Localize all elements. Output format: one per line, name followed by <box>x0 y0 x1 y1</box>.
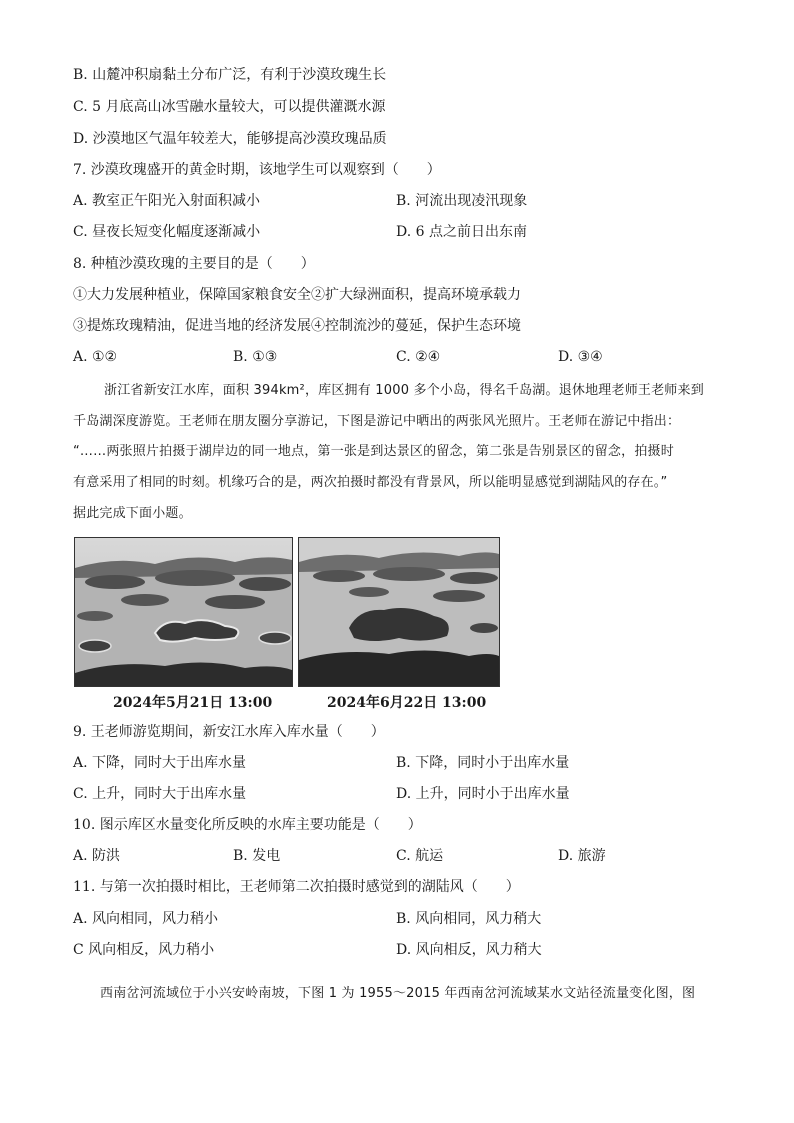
q10-option-d: D. 旅游 <box>558 848 606 864</box>
photo-caption-may: 2024年5月21日 13:00 <box>113 695 273 711</box>
q8-statements-2: ③提炼玫瑰精油，促进当地的经济发展④控制流沙的蔓延，保护生态环境 <box>73 318 521 334</box>
q11-stem: 11. 与第一次拍摄时相比，王老师第二次拍摄时感觉到的湖陆风（ ） <box>73 879 520 895</box>
q11-option-c: C 风向相反，风力稍小 <box>73 942 215 958</box>
q7-option-b: B. 河流出现凌汛现象 <box>396 193 528 209</box>
lake-photo-may <box>74 537 293 687</box>
q10-option-a: A. 防洪 <box>73 848 121 864</box>
q10-option-b: B. 发电 <box>233 848 281 864</box>
passage1-line2: 千岛湖深度游览。王老师在朋友圈分享游记，下图是游记中晒出的两张风光照片。王老师在游记中指出： <box>73 414 681 429</box>
q7-option-a: A. 教室正午阳光入射面积减小 <box>73 193 261 209</box>
q7-option-c: C. 昼夜长短变化幅度逐渐减小 <box>73 224 261 240</box>
q6-option-d: D. 沙漠地区气温年较差大，能够提高沙漠玫瑰品质 <box>73 131 387 147</box>
q8-statements-1: ①大力发展种植业，保障国家粮食安全②扩大绿洲面积，提高环境承载力 <box>73 287 521 303</box>
passage1-line1: 浙江省新安江水库，面积 394km²，库区拥有 1000 多个小岛，得名千岛湖。退休地理老师王老师来到 <box>104 383 704 398</box>
q6-option-c: C. 5 月底高山冰雪融水量较大，可以提供灌溉水源 <box>73 99 386 115</box>
q11-option-d: D. 风向相反，风力稍大 <box>396 942 542 958</box>
lake-photo-june <box>298 537 500 687</box>
q9-option-d: D. 上升，同时小于出库水量 <box>396 786 570 802</box>
q11-option-b: B. 风向相同，风力稍大 <box>396 911 542 927</box>
q7-option-d: D. 6 点之前日出东南 <box>396 224 527 240</box>
passage1-line3: “……两张照片拍摄于湖岸边的同一地点，第一张是到达景区的留念，第二张是告别景区的留念，拍摄时 <box>73 444 674 459</box>
q7-stem: 7. 沙漠玫瑰盛开的黄金时期，该地学生可以观察到（ ） <box>73 162 441 178</box>
q8-option-b: B. ①③ <box>233 349 278 365</box>
q8-option-c: C. ②④ <box>396 349 441 365</box>
q8-stem: 8. 种植沙漠玫瑰的主要目的是（ ） <box>73 256 315 272</box>
passage2-line1: 西南岔河流域位于小兴安岭南坡，下图 1 为 1955～2015 年西南岔河流域某水文站径流量变化图，图 <box>100 986 696 1001</box>
q6-option-b: B. 山麓冲积扇黏土分布广泛，有利于沙漠玫瑰生长 <box>73 67 387 83</box>
passage1-line5: 据此完成下面小题。 <box>73 506 192 521</box>
q10-stem: 10. 图示库区水量变化所反映的水库主要功能是（ ） <box>73 817 422 833</box>
passage1-line4: 有意采用了相同的时刻。机缘巧合的是，两次拍摄时都没有背景风，所以能明显感觉到湖陆风的存在。” <box>73 475 668 490</box>
q8-option-a: A. ①② <box>73 349 118 365</box>
q11-option-a: A. 风向相同，风力稍小 <box>73 911 219 927</box>
q9-option-b: B. 下降，同时小于出库水量 <box>396 755 570 771</box>
photo-caption-june: 2024年6月22日 13:00 <box>327 695 487 711</box>
q9-stem: 9. 王老师游览期间，新安江水库入库水量（ ） <box>73 724 385 740</box>
q9-option-c: C. 上升，同时大于出库水量 <box>73 786 247 802</box>
q9-option-a: A. 下降，同时大于出库水量 <box>73 755 247 771</box>
q10-option-c: C. 航运 <box>396 848 444 864</box>
q8-option-d: D. ③④ <box>558 349 603 365</box>
